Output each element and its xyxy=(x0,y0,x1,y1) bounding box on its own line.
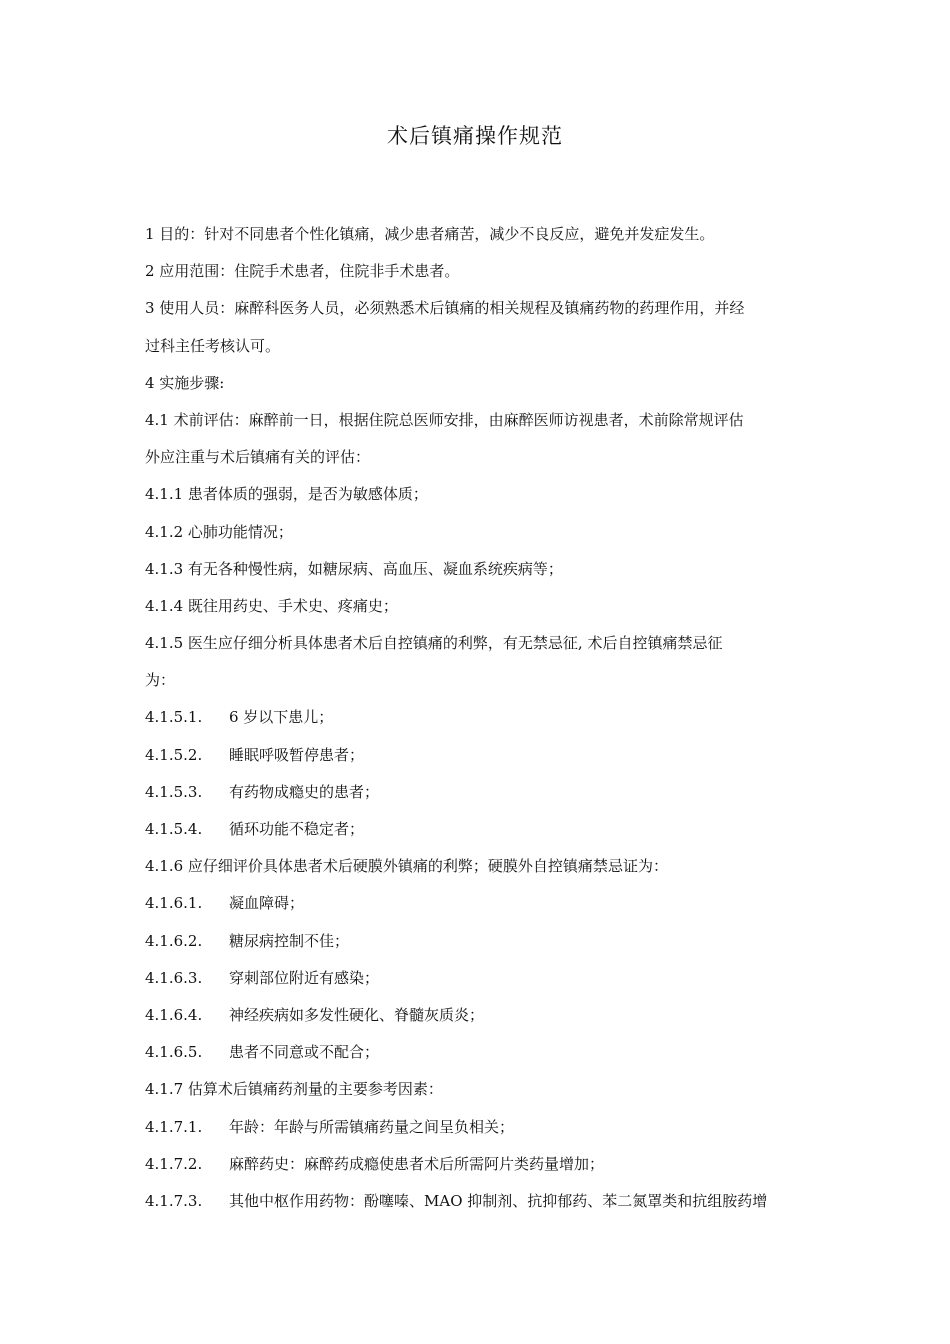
list-item-text: 有药物成瘾史的患者； xyxy=(229,782,380,801)
list-item-text: 穿刺部位附近有感染； xyxy=(229,968,380,987)
list-item-text: 循环功能不稳定者； xyxy=(229,820,365,838)
paragraph-preop-assessment: 4.1 术前评估：麻醉前一日，根据住院总医师安排，由麻醉医师访视患者，术前除常规评估 xyxy=(145,410,744,429)
list-item xyxy=(145,743,810,780)
item-4-1-7: 4.1.7 估算术后镇痛药剂量的主要参考因素： xyxy=(145,1080,443,1099)
list-item-number: 4.1.5.4. xyxy=(145,820,203,838)
list-item-text: 麻醉药史：麻醉药成瘾使患者术后所需阿片类药量增加； xyxy=(229,1154,605,1173)
document-title: 术后镇痛操作规范 xyxy=(387,124,563,148)
list-item-number: 4.1.6.3. xyxy=(145,968,203,987)
list-item xyxy=(145,1152,810,1189)
list-item-number: 4.1.5.1. xyxy=(145,708,203,727)
item-4-1-1: 4.1.1 患者体质的强弱，是否为敏感体质； xyxy=(145,485,428,504)
paragraph-personnel-cont: 过科主任考核认可。 xyxy=(145,336,281,355)
list-item xyxy=(145,817,810,854)
item-4-1-4: 4.1.4 既往用药史、手术史、疼痛史； xyxy=(145,596,398,615)
list-item-text: 其他中枢作用药物：酚噻嗪、MAO 抑制剂、抗抑郁药、苯二氮罩类和抗组胺药增 xyxy=(229,1191,768,1210)
item-4-1-5-cont: 为： xyxy=(145,671,176,690)
list-item xyxy=(145,929,810,966)
list-item-text: 患者不同意或不配合； xyxy=(229,1043,380,1062)
list-item-number: 4.1.6.1. xyxy=(145,894,203,913)
list-item xyxy=(145,1189,810,1226)
list-item-text: 神经疾病如多发性硬化、脊髓灰质炎； xyxy=(229,1005,485,1024)
list-item-text: 凝血障碍； xyxy=(229,894,305,913)
item-4-1-5: 4.1.5 医生应仔细分析具体患者术后自控镇痛的利弊，有无禁忌征, 术后自控镇痛禁忌征 xyxy=(145,634,723,653)
list-item-number: 4.1.7.3. xyxy=(145,1191,203,1210)
list-item-number: 4.1.5.2. xyxy=(145,745,203,764)
list-item-text: 睡眠呼吸暂停患者； xyxy=(229,745,365,764)
item-4-1-6: 4.1.6 应仔细评价具体患者术后硬膜外镇痛的利弊；硬膜外自控镇痛禁忌证为： xyxy=(145,857,668,876)
list-item-text: 糖尿病控制不佳； xyxy=(229,931,350,950)
list-item xyxy=(145,891,810,928)
list-item-number: 4.1.6.5. xyxy=(145,1043,203,1062)
list-item xyxy=(145,1115,810,1152)
paragraph-scope: 2 应用范围：住院手术患者，住院非手术患者。 xyxy=(145,262,460,281)
list-item-number: 4.1.7.2. xyxy=(145,1154,203,1173)
list-item-number: 4.1.6.2. xyxy=(145,931,203,950)
list-item-number: 4.1.7.1. xyxy=(145,1117,203,1136)
item-4-1-3: 4.1.3 有无各种慢性病，如糖尿病、高血压、凝血系统疾病等； xyxy=(145,559,563,578)
paragraph-personnel: 3 使用人员：麻醉科医务人员，必须熟悉术后镇痛的相关规程及镇痛药物的药理作用，并经 xyxy=(145,299,745,318)
document-body xyxy=(145,222,810,1226)
list-item xyxy=(145,1040,810,1077)
list-item-number: 4.1.6.4. xyxy=(145,1005,203,1024)
item-4-1-2: 4.1.2 心肺功能情况； xyxy=(145,522,293,541)
paragraph-preop-assessment-cont: 外应注重与术后镇痛有关的评估： xyxy=(145,448,371,467)
paragraph-purpose: 1 目的：针对不同患者个性化镇痛，减少患者痛苦，减少不良反应，避免并发症发生。 xyxy=(145,225,715,243)
heading-steps: 4 实施步骤: xyxy=(145,373,225,392)
list-item xyxy=(145,966,810,1003)
list-item xyxy=(145,705,810,742)
list-item xyxy=(145,780,810,817)
list-item xyxy=(145,1003,810,1040)
list-item-text: 年龄：年龄与所需镇痛药量之间呈负相关； xyxy=(229,1117,515,1136)
list-item-number: 4.1.5.3. xyxy=(145,782,203,801)
list-item-text: 6 岁以下患儿； xyxy=(229,708,334,727)
